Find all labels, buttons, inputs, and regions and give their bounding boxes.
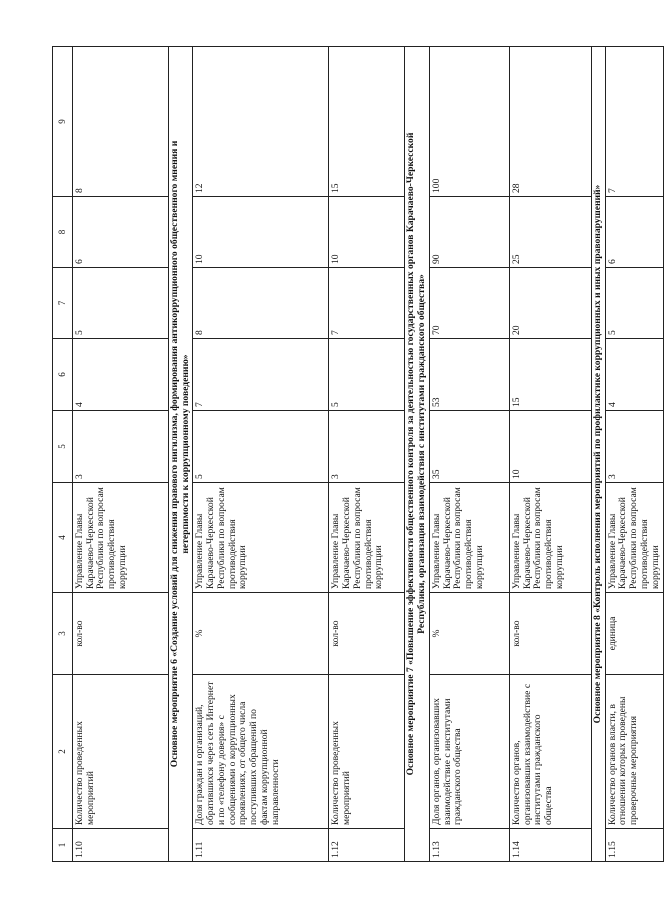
value-cell: 15 [509, 339, 591, 411]
section-heading-row [405, 47, 429, 862]
value-cell: 28 [509, 47, 591, 197]
section-heading-line: Основное мероприятие 6 «Создание условий для снижения правового нигилизма, формирования антикоррупционного общественного мнения и [169, 140, 180, 768]
value-cell: 12 [193, 47, 329, 197]
table-body [53, 47, 664, 862]
header-cell: 9 [53, 47, 73, 197]
value-cell: 7 [605, 47, 664, 197]
value-cell: 100 [429, 47, 509, 197]
value-cell: 5 [73, 268, 169, 339]
value-cell: 3 [73, 411, 169, 483]
value-cell: 70 [429, 268, 509, 339]
value-cell: 6 [73, 197, 169, 268]
header-cell: 7 [53, 268, 73, 339]
value-cell: 10 [193, 197, 329, 268]
unit-cell: кол-во [329, 593, 405, 675]
value-cell: 4 [605, 339, 664, 411]
row-number: 1.15 [605, 829, 664, 862]
indicator-name: Количество проведенных мероприятий [329, 675, 405, 829]
header-cell: 2 [53, 675, 73, 829]
value-cell: 25 [509, 197, 591, 268]
section-heading-line: Республики, организация взаимодействия с институтами гражданского общества» [416, 274, 428, 634]
row-number: 1.12 [329, 829, 405, 862]
value-cell: 35 [429, 411, 509, 483]
table-row [605, 47, 664, 862]
value-cell: 6 [605, 197, 664, 268]
table-row [73, 47, 169, 862]
value-cell: 90 [429, 197, 509, 268]
responsible-cell: Управление Главы Карачаево-Черкесской Республики по вопросам противодействия коррупции [73, 483, 169, 593]
section-heading [405, 47, 429, 862]
section-heading [169, 47, 193, 862]
responsible-cell: Управление Главы Карачаево-Черкесской Республики по вопросам противодействия коррупции [509, 483, 591, 593]
indicators-table [52, 46, 664, 862]
responsible-cell: Управление Главы Карачаево-Черкесской Республики по вопросам противодействия коррупции [193, 483, 329, 593]
header-cell: 6 [53, 339, 73, 411]
header-cell: 8 [53, 197, 73, 268]
value-cell: 7 [329, 268, 405, 339]
section-heading-line: Основное мероприятие 8 «Контроль исполнения мероприятий по профилактике коррупционных и иных правонарушений» [591, 184, 603, 724]
value-cell: 15 [329, 47, 405, 197]
unit-cell: кол-во [73, 593, 169, 675]
responsible-cell: Управление Главы Карачаево-Черкесской Республики по вопросам противодействия коррупции [329, 483, 405, 593]
section-heading-row [591, 47, 605, 862]
header-row [53, 47, 73, 862]
value-cell: 5 [193, 411, 329, 483]
value-cell: 10 [509, 411, 591, 483]
unit-cell: единица [605, 593, 664, 675]
section-heading-line: нетерпимости к коррупционному поведению» [179, 354, 191, 554]
section-heading [591, 47, 605, 862]
unit-cell: кол-во [509, 593, 591, 675]
value-cell: 5 [605, 268, 664, 339]
value-cell: 7 [193, 339, 329, 411]
value-cell: 53 [429, 339, 509, 411]
section-heading-line: Основное мероприятие 7 «Повышение эффективности общественного контроля за деятельностью государственных органов Карачаево-Черкесской [405, 132, 417, 776]
value-cell: 20 [509, 268, 591, 339]
table-row [193, 47, 329, 862]
indicator-name: Доля органов, организовавших взаимодействие с институтами гражданского общества [429, 675, 509, 829]
header-cell: 3 [53, 593, 73, 675]
row-number: 1.11 [193, 829, 329, 862]
table-row [429, 47, 509, 862]
row-number: 1.13 [429, 829, 509, 862]
section-heading-row [169, 47, 193, 862]
value-cell: 4 [73, 339, 169, 411]
header-cell: 4 [53, 483, 73, 593]
indicator-name: Количество проведенных мероприятий [73, 675, 169, 829]
responsible-cell: Управление Главы Карачаево-Черкесской Республики по вопросам противодействия коррупции [605, 483, 664, 593]
table-row [329, 47, 405, 862]
value-cell: 3 [605, 411, 664, 483]
rotated-table-sheet [52, 47, 661, 862]
value-cell: 8 [73, 47, 169, 197]
unit-cell: % [429, 593, 509, 675]
header-cell: 1 [53, 829, 73, 862]
header-cell: 5 [53, 411, 73, 483]
value-cell: 5 [329, 339, 405, 411]
indicator-name: Количество органов, организовавших взаимодействие с институтами гражданского общества [509, 675, 591, 829]
table-row [509, 47, 591, 862]
unit-cell: % [193, 593, 329, 675]
indicator-name: Доля граждан и организаций, обратившихся через сеть Интернет и по «телефону доверия» с сообщениями о коррупционных проявлениях, от общего числа поступивших обращений по фактам коррупционной направленности [193, 675, 329, 829]
value-cell: 3 [329, 411, 405, 483]
value-cell: 8 [193, 268, 329, 339]
row-number: 1.14 [509, 829, 591, 862]
row-number: 1.10 [73, 829, 169, 862]
value-cell: 10 [329, 197, 405, 268]
responsible-cell: Управление Главы Карачаево-Черкесской Республики по вопросам противодействия коррупции [429, 483, 509, 593]
indicator-name: Количество органов власти, в отношении которых проведены проверочные мероприятия [605, 675, 664, 829]
